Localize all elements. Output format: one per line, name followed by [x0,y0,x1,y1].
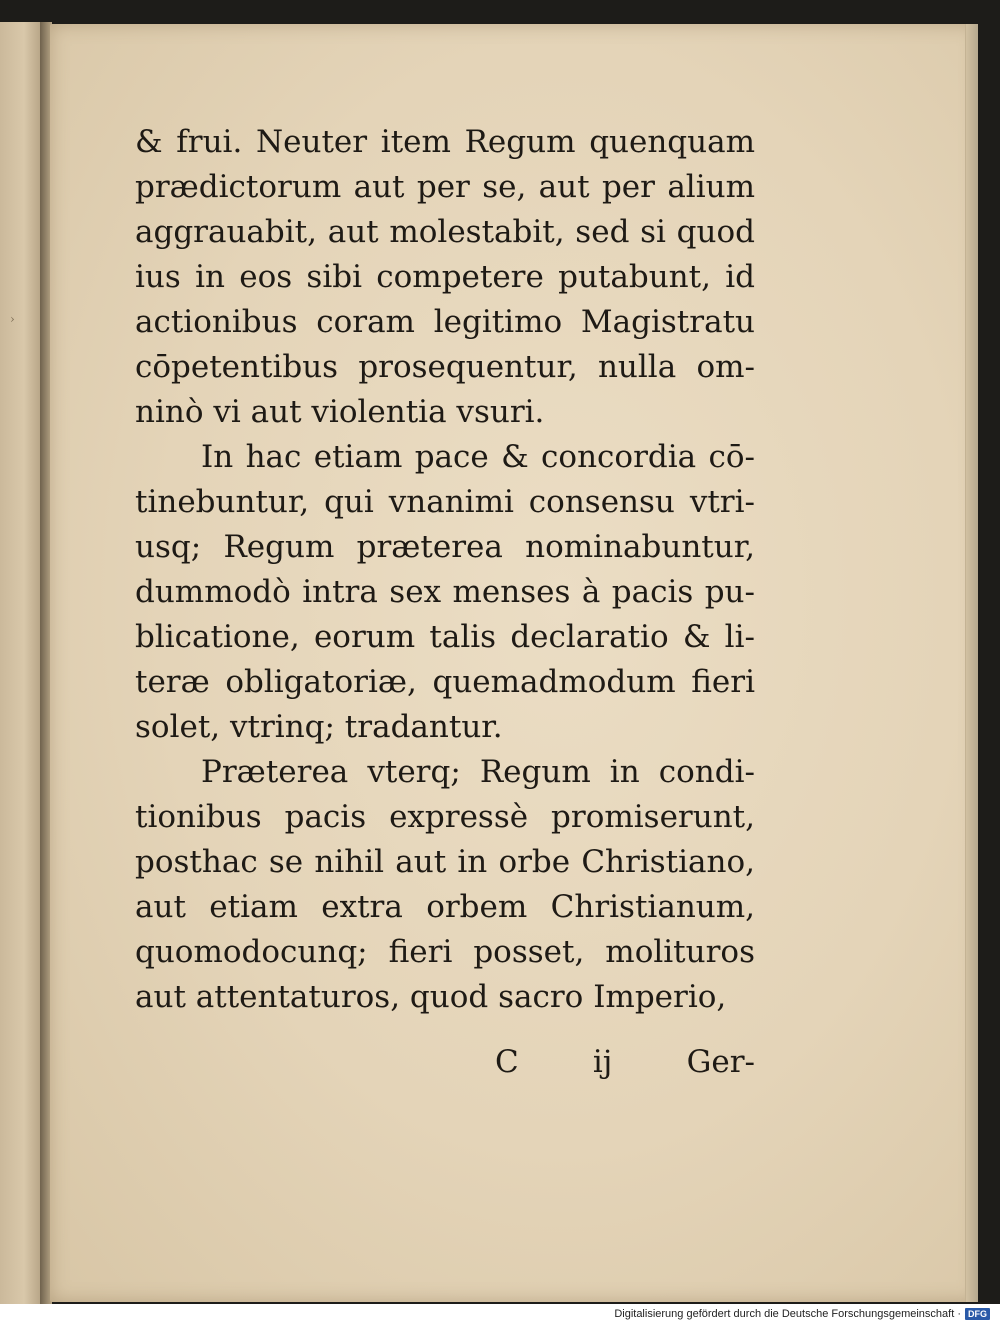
text-line: posthac se nihil aut in orbe Christiano, [135,844,755,880]
text-line: tinebuntur, qui vnanimi consensu vtri- [135,484,755,520]
signature-mark: C [495,1044,519,1080]
page-edge [965,24,978,1302]
text-line: & frui. Neuter item Regum quenquam [135,124,755,160]
text-line: ninò vi aut violentia vsuri. [135,394,545,430]
text-line: blicatione, eorum talis declaratio & li- [135,619,755,655]
text-line: solet, vtrinq; tradantur. [135,709,503,745]
text-line: quomodocunq; fieri posset, molituros [135,934,755,970]
body-text [135,120,755,1020]
text-line: aggrauabit, aut molestabit, sed si quod [135,214,755,250]
text-line: cōpetentibus prosequentur, nulla om- [135,349,755,385]
text-line: actionibus coram legitimo Magistratu [135,304,755,340]
text-line: usq; Regum præterea nominabuntur, [135,529,755,565]
catchline [495,1044,755,1080]
text-line: dummodò intra sex menses à pacis pu- [135,574,755,610]
text-line: prædictorum aut per se, aut per alium [135,169,755,205]
footer-credit [0,1304,1000,1323]
text-line: tionibus pacis expressè promiserunt, [135,799,755,835]
right-page [50,24,978,1302]
left-page-mark: › [10,312,15,326]
text-line: In hac etiam pace & concordia cō- [201,439,755,475]
text-line: Præterea vterq; Regum in condi- [201,754,755,790]
text-line: aut etiam extra orbem Christianum, [135,889,755,925]
text-line: ius in eos sibi competere putabunt, id [135,259,755,295]
text-line: teræ obligatoriæ, quemadmodum fieri [135,664,755,700]
catchword: Ger- [686,1044,755,1080]
left-facing-page [0,22,42,1304]
footer-text: Digitalisierung gefördert durch die Deutsche Forschungsgemeinschaft · [614,1307,961,1320]
leaf-number: ij [592,1044,613,1080]
text-line: aut attentaturos, quod sacro Imperio, [135,979,727,1015]
dfg-logo-icon: DFG [965,1308,990,1320]
